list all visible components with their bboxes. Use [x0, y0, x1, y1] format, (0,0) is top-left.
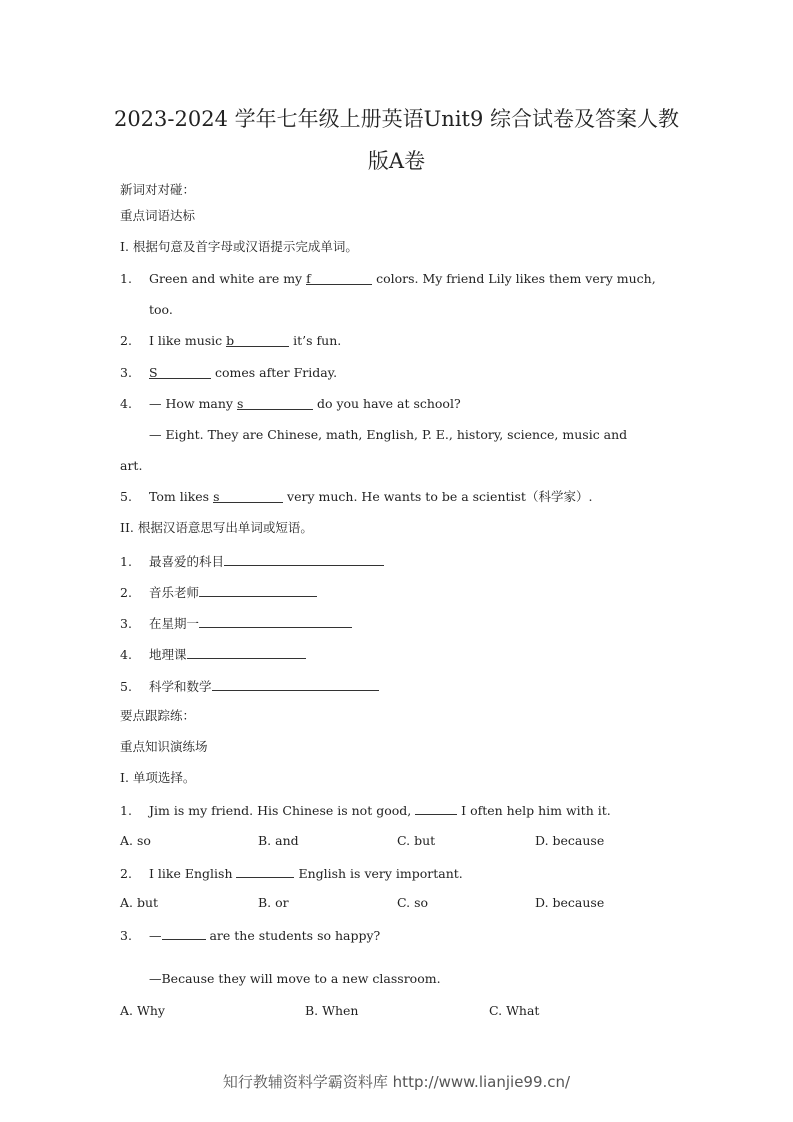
item-number: 3. [120, 365, 132, 380]
item-number: 3. [120, 928, 132, 943]
s1-item-5 [120, 489, 592, 505]
question-text-pre: Jim is my friend. His Chinese is not good, [149, 803, 416, 818]
item-text-pre: Tom likes [149, 489, 214, 504]
title-line-2: 版A卷 [367, 149, 426, 173]
answer-blank[interactable] [213, 489, 283, 503]
item-text: 最喜爱的科目 [149, 554, 225, 569]
answer-blank[interactable] [212, 677, 379, 691]
q3-answer-line: —Because they will move to a new classroom. [149, 971, 441, 986]
q1-option-d[interactable]: D. because [535, 833, 605, 848]
key-words-heading: 重点词语达标 [120, 208, 196, 223]
item-text-post: comes after Friday. [211, 365, 338, 380]
question-2 [120, 864, 463, 882]
q2-option-d[interactable]: D. because [535, 895, 605, 910]
item-number: 1. [120, 554, 132, 569]
item-number: 5. [120, 489, 132, 504]
item-text: 音乐老师 [149, 585, 200, 600]
item-number: 3. [120, 616, 132, 631]
hint-letter: f [306, 271, 311, 286]
item-number: 1. [120, 803, 132, 818]
answer-blank[interactable] [199, 614, 352, 628]
q2-option-b[interactable]: B. or [258, 895, 289, 910]
answer-blank[interactable] [199, 583, 317, 597]
q3-option-a[interactable]: A. Why [120, 1003, 165, 1018]
s1-item-4-continued: — Eight. They are Chinese, math, English, P. E., history, science, music and [149, 427, 628, 442]
q3-option-c[interactable]: C. What [489, 1003, 540, 1018]
answer-blank[interactable] [226, 333, 289, 347]
q3-option-b[interactable]: B. When [305, 1003, 359, 1018]
answer-blank[interactable] [236, 864, 294, 878]
s2-item-4 [120, 645, 306, 663]
answer-blank[interactable] [415, 801, 457, 815]
s2-item-2 [120, 583, 317, 601]
s1-item-3 [120, 365, 337, 381]
answer-blank[interactable] [162, 926, 206, 940]
item-text: 地理课 [149, 647, 187, 662]
s2-item-1 [120, 552, 384, 570]
item-number: 2. [120, 866, 132, 881]
hint-letter: b [226, 333, 235, 348]
section1-title: I. 根据句意及首字母或汉语提示完成单词。 [120, 239, 358, 254]
title-line-1: 2023-2024 学年七年级上册英语Unit9 综合试卷及答案人教 [113, 107, 680, 131]
s1-item-1 [120, 271, 656, 287]
hint-letter: S [149, 365, 158, 380]
q1-option-a[interactable]: A. so [120, 833, 151, 848]
practice-heading: 要点跟踪练： [120, 708, 196, 723]
q1-option-b[interactable]: B. and [258, 833, 299, 848]
question-text-pre: I like English [149, 866, 237, 881]
s2-item-3 [120, 614, 352, 632]
new-words-heading: 新词对对碰： [120, 182, 196, 197]
hint-letter: s [236, 396, 244, 411]
item-number: 1. [120, 271, 132, 286]
question-text-pre: — [149, 928, 162, 943]
document-title [100, 98, 693, 182]
q1-option-c[interactable]: C. but [397, 833, 436, 848]
item-text: 在星期一 [149, 616, 200, 631]
question-3 [120, 926, 380, 944]
item-text: 科学和数学 [149, 679, 212, 694]
s2-item-5 [120, 677, 379, 695]
question-text-post: English is very important. [294, 866, 463, 881]
answer-blank[interactable] [306, 271, 372, 285]
item-text-post: very much. He wants to be a scientist（科学家）. [283, 489, 593, 504]
s1-item-1-continued: too. [149, 302, 173, 317]
item-number: 2. [120, 333, 132, 348]
question-text-post: are the students so happy? [205, 928, 381, 943]
answer-blank[interactable] [187, 645, 306, 659]
item-number: 4. [120, 396, 132, 411]
item-text-post: colors. My friend Lily likes them very much, [372, 271, 656, 286]
answer-blank[interactable] [149, 365, 211, 379]
answer-blank[interactable] [237, 396, 313, 410]
section3-title: I. 单项选择。 [120, 770, 196, 785]
item-number: 5. [120, 679, 132, 694]
item-text-pre: — How many [149, 396, 237, 411]
q2-option-c[interactable]: C. so [397, 895, 429, 910]
item-text-post: do you have at school? [312, 396, 461, 411]
s1-item-4-continued-2: art. [120, 458, 143, 473]
s1-item-4 [120, 396, 461, 412]
item-number: 4. [120, 647, 132, 662]
answer-blank[interactable] [224, 552, 384, 566]
item-text-pre: I like music [149, 333, 227, 348]
question-1 [120, 801, 611, 819]
hint-letter: s [213, 489, 220, 504]
s1-item-2 [120, 333, 341, 349]
footer-watermark: 知行教辅资料学霸资料库 http://www.lianjie99.cn/ [222, 1073, 571, 1091]
item-text-post: it’s fun. [289, 333, 342, 348]
section2-title: II. 根据汉语意思写出单词或短语。 [120, 520, 313, 535]
item-text-pre: Green and white are my [149, 271, 307, 286]
item-number: 2. [120, 585, 132, 600]
knowledge-heading: 重点知识演练场 [120, 739, 208, 754]
question-text-post: I often help him with it. [457, 803, 611, 818]
q2-option-a[interactable]: A. but [120, 895, 159, 910]
